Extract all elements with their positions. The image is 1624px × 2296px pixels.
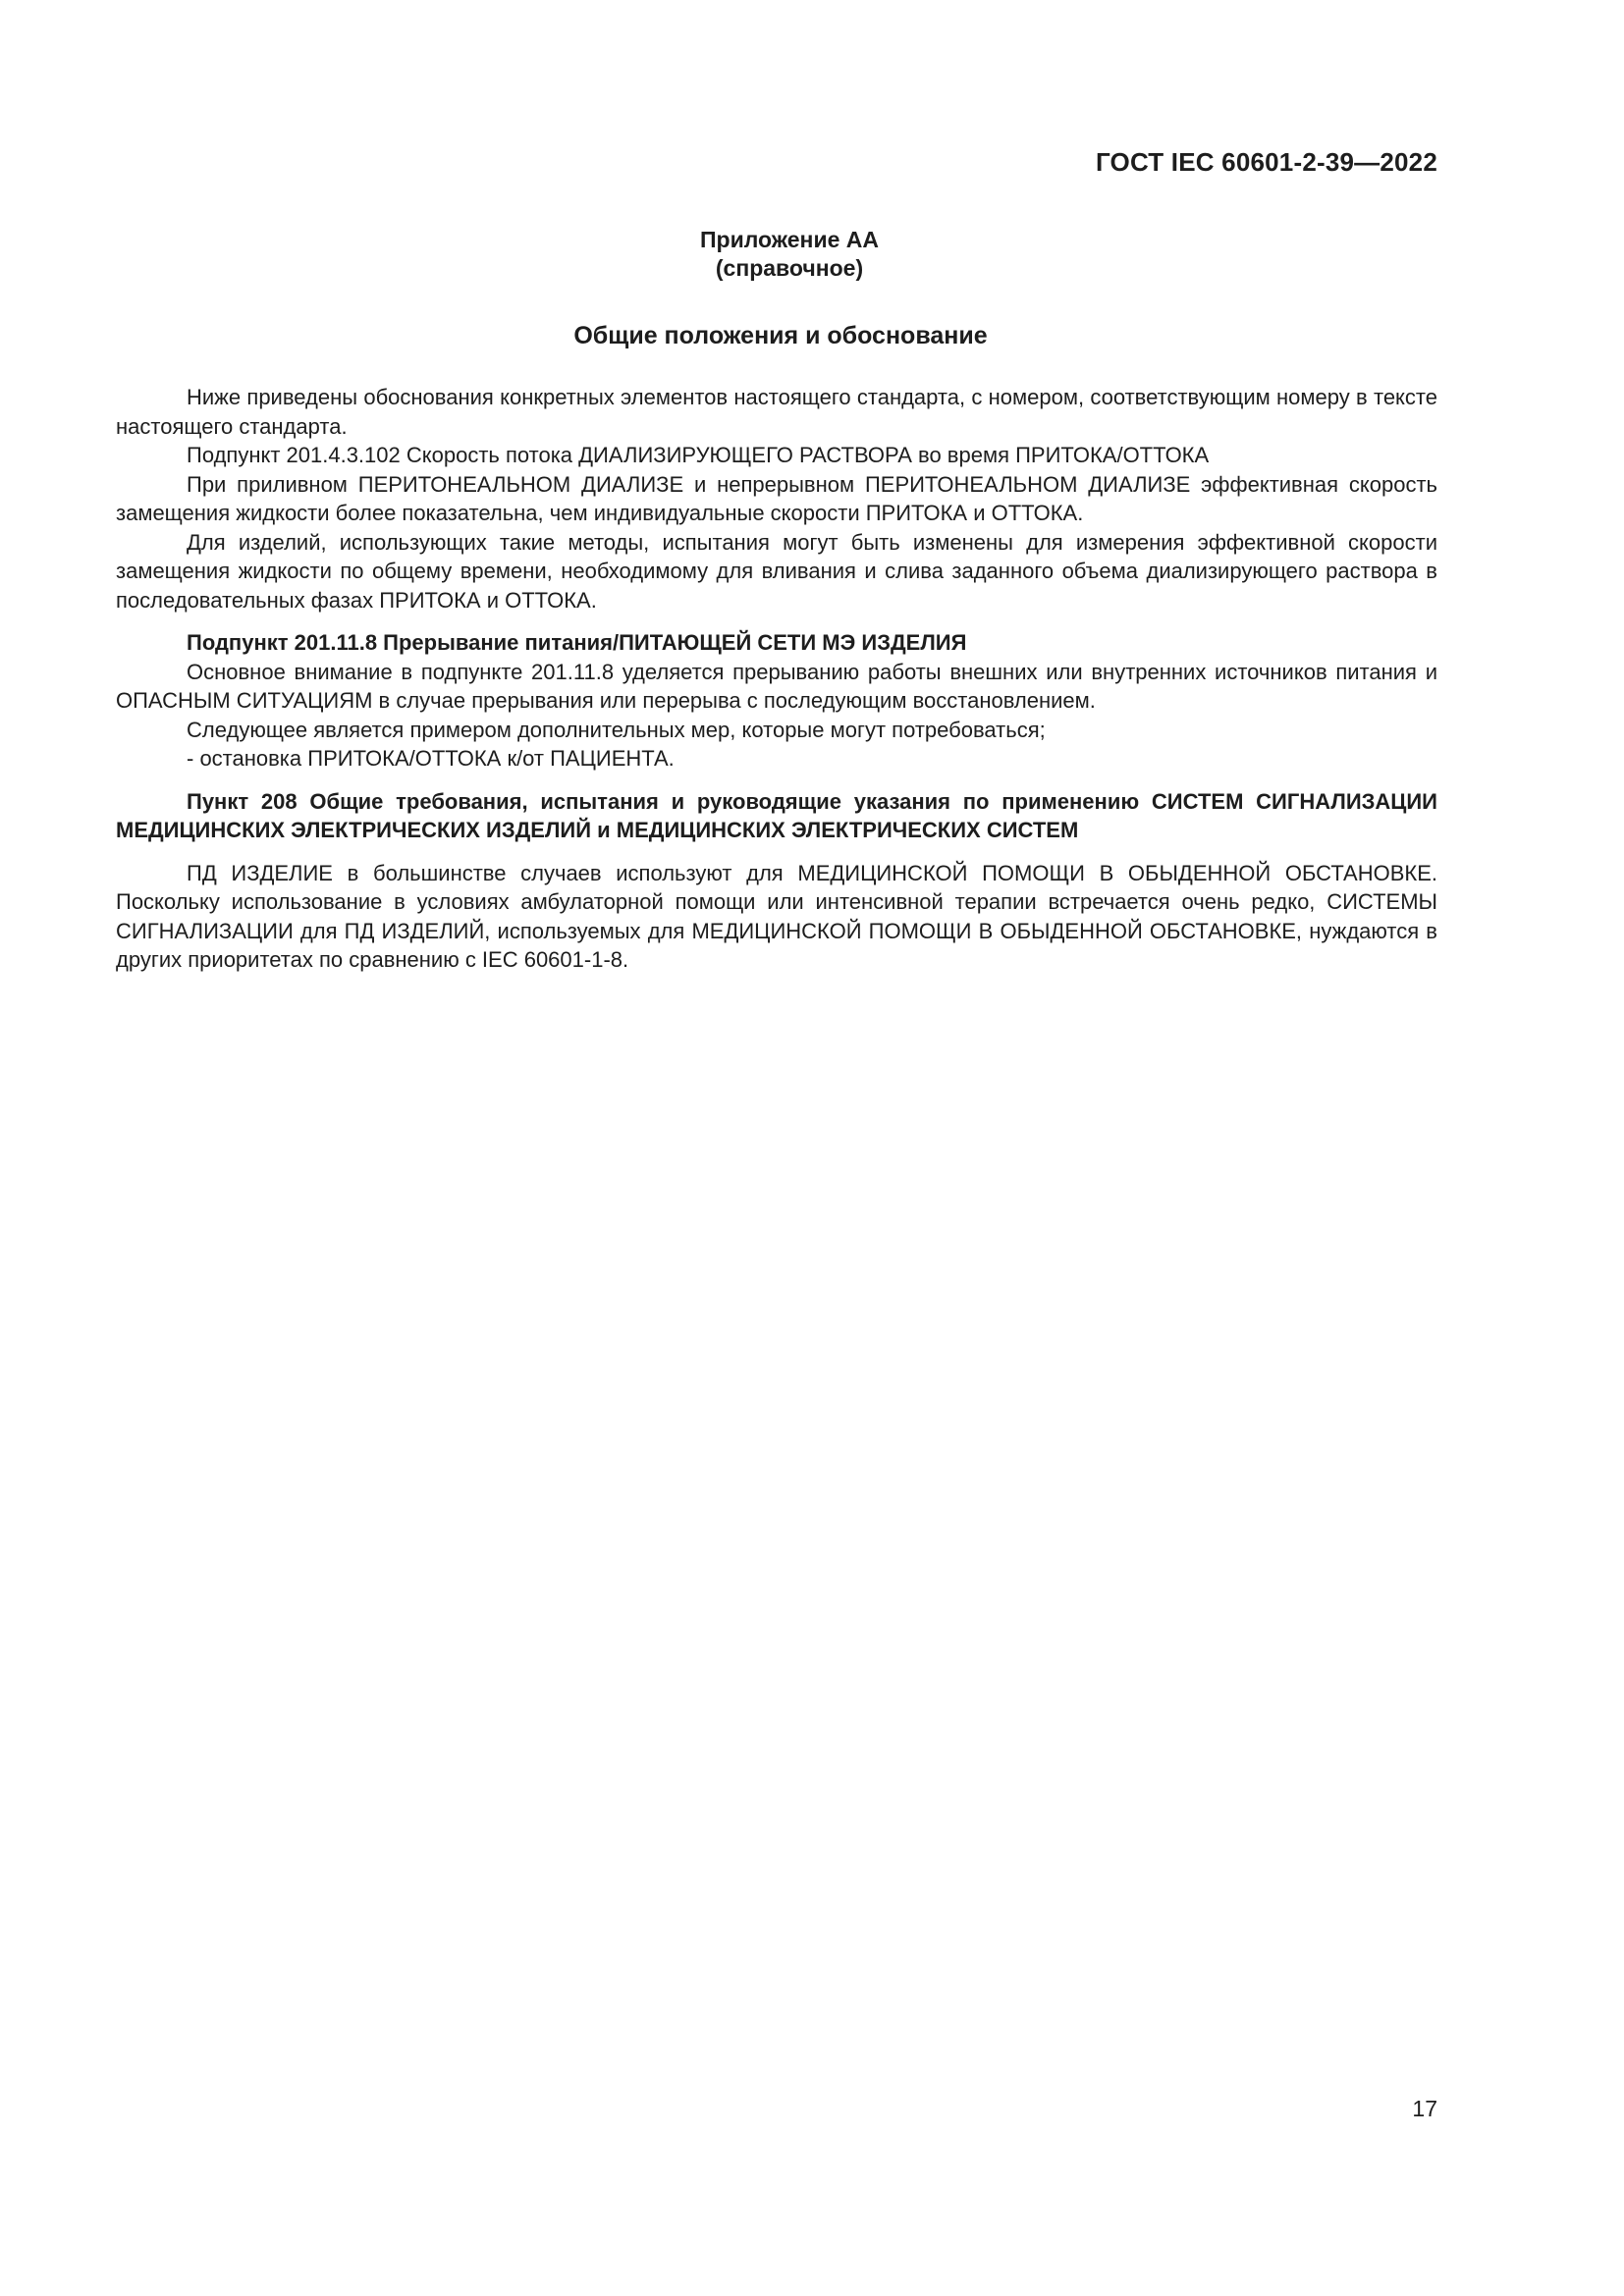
annex-label: Приложение АА: [699, 227, 879, 252]
additional-measures-paragraph: Следующее является примером дополнительных мер, которые могут потребоваться;: [187, 717, 1046, 742]
annex-heading: [0, 226, 1579, 283]
subclause-201-4-3-102-heading: Подпункт 201.4.3.102 Скорость потока ДИАЛИЗИРУЮЩЕГО РАСТВОРА во время ПРИТОКА/ОТТОКА: [187, 443, 1210, 467]
test-methods-paragraph: Для изделий, использующих такие методы, испытания могут быть изменены для измерения эффективной скорости замещения жидкости по общему времени, необходимому для вливания и слива заданного объема диализирующего раствора в последовательных фазах ПРИТОКА и ОТТОКА.: [116, 529, 1437, 613]
intro-paragraph: Ниже приведены обоснования конкретных элементов настоящего стандарта, с номером, соответствующим номеру в тексте настоящего стандарта.: [116, 385, 1437, 439]
page-number: 17: [1412, 2096, 1437, 2121]
home-healthcare-paragraph: ПД ИЗДЕЛИЕ в большинстве случаев используют для МЕДИЦИНСКОЙ ПОМОЩИ В ОБЫДЕННОЙ ОБСТАНОВКЕ. Поскольку использование в условиях амбулаторной помощи или интенсивной терапии встречается очень редко, СИСТЕМЫ СИГНАЛИЗАЦИИ для ПД ИЗДЕЛИЙ, используемых для МЕДИЦИНСКОЙ ПОМОЩИ В ОБЫДЕННОЙ ОБСТАНОВКЕ, нуждаются в других приоритетах по сравнению с IEC 60601-1-8.: [116, 860, 1437, 972]
document-body: [116, 383, 1437, 975]
power-interruption-paragraph: Основное внимание в подпункте 201.11.8 уделяется прерыванию работы внешних или внутренних источников питания и ОПАСНЫМ СИТУАЦИЯМ в случае прерывания или перерыва с последующим восстановлением.: [116, 659, 1437, 713]
subclause-201-11-8-heading: Подпункт 201.11.8 Прерывание питания/ПИТАЮЩЕЙ СЕТИ МЭ ИЗДЕЛИЯ: [187, 630, 967, 655]
tidal-dialysis-paragraph: При приливном ПЕРИТОНЕАЛЬНОМ ДИАЛИЗЕ и непрерывном ПЕРИТОНЕАЛЬНОМ ДИАЛИЗЕ эффективная скорость замещения жидкости более показательна, чем индивидуальные скорости ПРИТОКА и ОТТОКА.: [116, 471, 1437, 525]
clause-208-heading: Пункт 208 Общие требования, испытания и руководящие указания по применению СИСТЕМ СИГНАЛИЗАЦИИ МЕДИЦИНСКИХ ЭЛЕКТРИЧЕСКИХ ИЗДЕЛИЙ и МЕДИЦИНСКИХ ЭЛЕКТРИЧЕСКИХ СИСТЕМ: [116, 788, 1437, 842]
annex-type: (справочное): [715, 255, 864, 281]
measure-list-item: - остановка ПРИТОКА/ОТТОКА к/от ПАЦИЕНТА.: [187, 746, 675, 771]
standard-code-header: ГОСТ IEC 60601-2-39—2022: [1095, 147, 1437, 177]
annex-title: Общие положения и обоснование: [573, 322, 988, 349]
